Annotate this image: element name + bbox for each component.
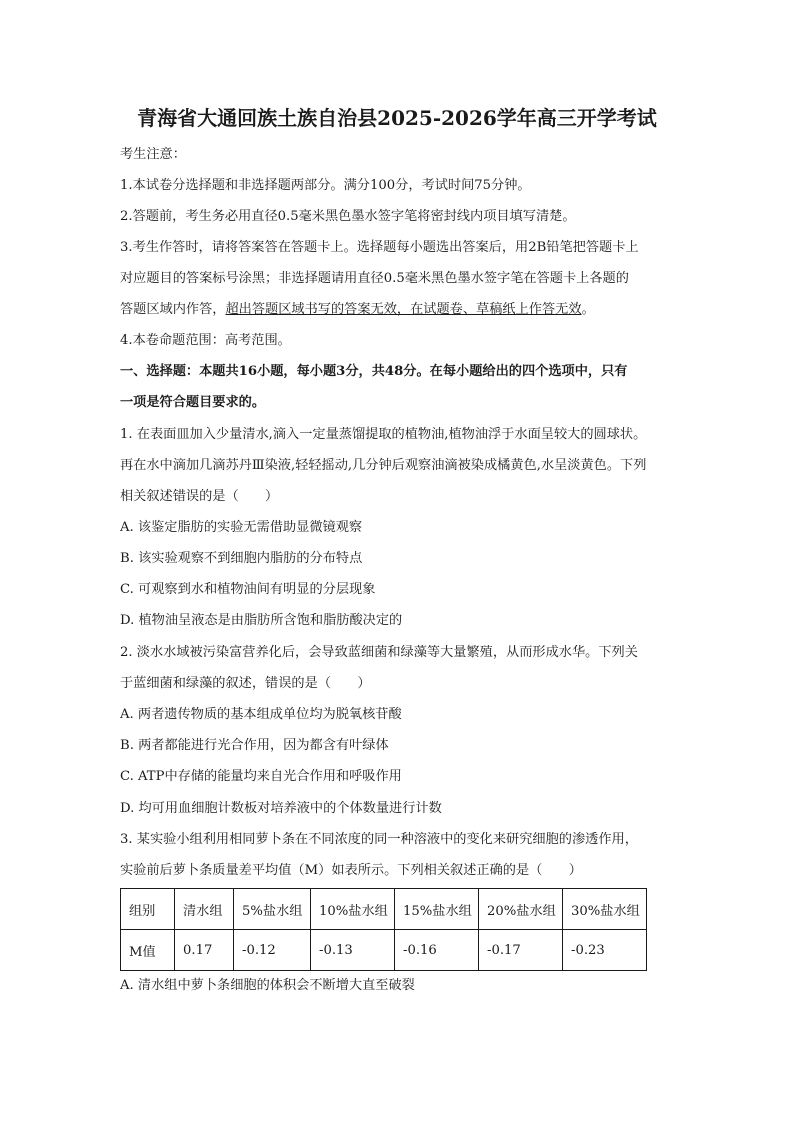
q2-option-b: B. 两者都能进行光合作用，因为都含有叶绿体: [120, 738, 389, 753]
notice-item-1: 1.本试卷分选择题和非选择题两部分。满分100分，考试时间75分钟。: [120, 178, 531, 193]
q1-option-a: A. 该鉴定脂肪的实验无需借助显微镜观察: [120, 520, 363, 535]
q1-option-c: C. 可观察到水和植物油间有明显的分层现象: [120, 582, 376, 597]
table-cell: -0.13: [311, 930, 395, 971]
notice-item-3-period: 。: [581, 302, 595, 317]
section-1-heading-line-2: 一项是符合题目要求的。: [120, 395, 266, 410]
table-cell: -0.16: [395, 930, 479, 971]
q3-option-a: A. 清水组中萝卜条细胞的体积会不断增大直至破裂: [120, 978, 415, 993]
table-cell: -0.17: [479, 930, 563, 971]
table-header-row: [121, 889, 647, 930]
q1-option-b: B. 该实验观察不到细胞内脂肪的分布特点: [120, 551, 363, 566]
table-header-cell: 10%盐水组: [311, 889, 395, 930]
table-header-cell: 组别: [121, 889, 175, 930]
q2-stem-line-2: 于蓝细菌和绿藻的叙述，错误的是（ ）: [120, 676, 371, 691]
q3-stem-line-2: 实验前后萝卜条质量差平均值（M）如表所示。下列相关叙述正确的是（ ）: [120, 863, 582, 878]
q2-option-a: A. 两者遗传物质的基本组成单位均为脱氧核苷酸: [120, 707, 402, 722]
notice-item-3-underlined-warning: 超出答题区域书写的答案无效，在试题卷、草稿纸上作答无效: [225, 302, 582, 317]
notice-heading: 考生注意：: [120, 147, 186, 162]
table-header-cell: 5%盐水组: [234, 889, 311, 930]
q2-stem-line-1: 2. 淡水水域被污染富营养化后，会导致蓝细菌和绿藻等大量繁殖，从而形成水华。下列关: [120, 645, 638, 660]
notice-item-3-line-2: 对应题目的答案标号涂黑；非选择题请用直径0.5毫米黑色墨水签字笔在答题卡上各题的: [120, 271, 629, 286]
q1-stem-line-2: 再在水中滴加几滴苏丹Ⅲ染液,轻轻摇动,几分钟后观察油滴被染成橘黄色,水呈淡黄色。下列: [120, 458, 647, 473]
table-cell: M值: [121, 930, 175, 971]
table-header-cell: 30%盐水组: [563, 889, 647, 930]
table-header-cell: 清水组: [175, 889, 234, 930]
q2-option-d: D. 均可用血细胞计数板对培养液中的个体数量进行计数: [120, 801, 442, 816]
notice-item-4: 4.本卷命题范围：高考范围。: [120, 333, 291, 348]
notice-item-3-line-1: 3.考生作答时，请将答案答在答题卡上。选择题每小题选出答案后，用2B铅笔把答题卡上: [120, 240, 639, 255]
q2-option-c: C. ATP中存储的能量均来自光合作用和呼吸作用: [120, 769, 402, 784]
notice-item-2: 2.答题前，考生务必用直径0.5毫米黑色墨水签字笔将密封线内项目填写清楚。: [120, 209, 576, 224]
table-header-cell: 20%盐水组: [479, 889, 563, 930]
notice-item-3-text: 答题区域内作答，: [120, 302, 226, 317]
table-cell: -0.12: [234, 930, 311, 971]
exam-title: 青海省大通回族土族自治县2025-2026学年高三开学考试: [137, 106, 657, 130]
table-cell: 0.17: [175, 930, 234, 971]
table-row: [121, 930, 647, 971]
section-1-heading-line-1: 一、选择题：本题共16小题，每小题3分，共48分。在每小题给出的四个选项中，只有: [120, 364, 628, 379]
table-header-cell: 15%盐水组: [395, 889, 479, 930]
q3-data-table: [120, 888, 647, 971]
q1-stem-line-3: 相关叙述错误的是（ ）: [120, 489, 279, 504]
q1-stem-line-1: 1. 在表面皿加入少量清水,滴入一定量蒸馏提取的植物油,植物油浮于水面呈较大的圆球状。: [120, 427, 647, 442]
table-cell: -0.23: [563, 930, 647, 971]
q1-option-d: D. 植物油呈液态是由脂肪所含饱和脂肪酸决定的: [120, 613, 403, 628]
q3-stem-line-1: 3. 某实验小组利用相同萝卜条在不同浓度的同一种溶液中的变化来研究细胞的渗透作用，: [120, 832, 638, 847]
notice-item-3-line-3: [120, 301, 700, 319]
